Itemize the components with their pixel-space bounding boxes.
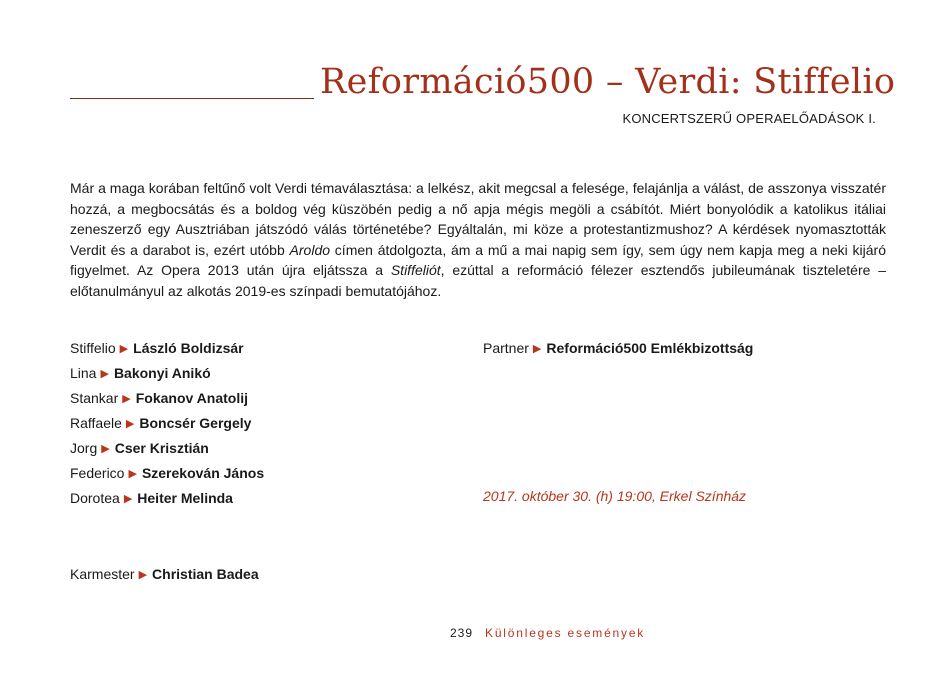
role-label: Federico <box>70 465 125 481</box>
triangle-right-icon: ▶ <box>128 468 137 480</box>
role-label: Dorotea <box>70 490 120 506</box>
performer-name: Cser Krisztián <box>114 440 209 456</box>
description-text: címen átdolgozta, ám a mű a mai napig sem így, sem úgy nem kapja meg a neki kijáró figyelmet. Az Opera 2013 után újra eljátssza a <box>70 241 886 278</box>
cast-item <box>70 439 470 464</box>
cast-item <box>70 389 470 414</box>
conductor-name: Christian Badea <box>152 566 259 582</box>
cast-item <box>70 339 470 364</box>
title-rule <box>70 98 314 99</box>
triangle-right-icon: ▶ <box>123 493 133 505</box>
cast-list <box>70 339 470 514</box>
role-label: Raffaele <box>70 415 122 431</box>
partner-name: Reformáció500 Emlékbizottság <box>546 340 754 356</box>
section-title: Különleges események <box>485 626 646 640</box>
performer-name: Bakonyi Anikó <box>113 365 211 381</box>
partner-label: Partner <box>483 340 529 356</box>
description-text: , ezúttal a reformáció félezer esztendős jubileumának tiszteletére – előtanulmányul az alkotás 2019-es színpadi bemutatójához. <box>70 262 886 299</box>
cast-item <box>70 464 470 489</box>
triangle-right-icon: ▶ <box>122 393 131 405</box>
description-text: Már a maga korában feltűnő volt Verdi témaválasztása: a lelkész, akit megcsal a felesége, felajánlja a válást, de asszonya visszatér hozzá, a megbocsátás és a boldog vég küszöbén pedig a nő apja mégis megöli a csábítót. Miért bonyolódik a katolikus itáliai zeneszerző egy Ausztriában játszódó válás történetébe? Egyáltalán, mi köze a protestantizmushoz? A kérdések nyomasztották Verdit és a darabot is, ezért utóbb <box>70 180 886 258</box>
performer-name: László Boldizsár <box>133 340 244 356</box>
cast-item <box>70 489 470 514</box>
role-label: Stankar <box>70 390 119 406</box>
performer-name: Szerekován János <box>141 465 265 481</box>
triangle-right-icon: ▶ <box>119 343 129 355</box>
triangle-right-icon: ▶ <box>532 343 542 355</box>
role-label: Jorg <box>70 440 98 456</box>
role-label: Lina <box>70 365 97 381</box>
cast-item <box>70 364 470 389</box>
triangle-right-icon: ▶ <box>100 368 109 380</box>
partner-line <box>483 339 753 359</box>
triangle-right-icon: ▶ <box>138 569 148 581</box>
role-label: Stiffelio <box>70 340 116 356</box>
conductor-label: Karmester <box>70 566 135 582</box>
description-italic-title: Stiffeliót <box>390 262 441 278</box>
cast-item <box>70 414 470 439</box>
triangle-right-icon: ▶ <box>125 418 135 430</box>
page-number: 239 <box>450 626 474 640</box>
page-footer <box>450 626 645 640</box>
page-subtitle: KONCERTSZERŰ OPERAELŐADÁSOK I. <box>622 111 876 126</box>
description-italic-title: Aroldo <box>289 241 331 258</box>
conductor-line <box>70 565 259 585</box>
page-title: Reformáció500 – Verdi: Stiffelio <box>320 62 896 102</box>
triangle-right-icon: ▶ <box>101 443 110 455</box>
event-datetime: 2017. október 30. (h) 19:00, Erkel Színház <box>483 488 747 504</box>
description-paragraph <box>70 178 886 301</box>
performer-name: Boncsér Gergely <box>139 415 252 431</box>
performer-name: Heiter Melinda <box>137 490 233 506</box>
performer-name: Fokanov Anatolij <box>135 390 248 406</box>
